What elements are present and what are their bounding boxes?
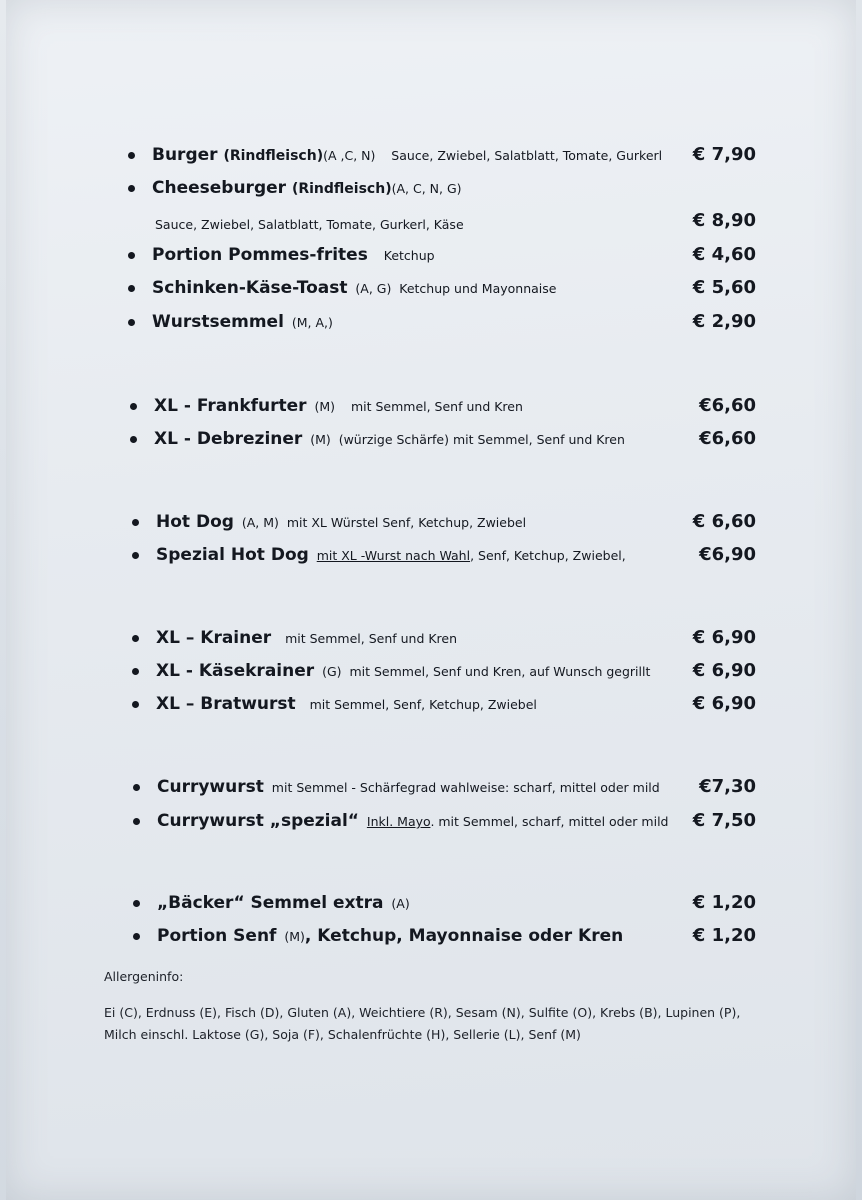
item-price: € 6,90 — [692, 627, 756, 648]
item-allergens: (A, M) — [241, 515, 279, 530]
item-name: Portion Senf — [157, 926, 277, 946]
menu-item-krainer — [132, 625, 756, 653]
item-qualifier: (Rindfleisch) — [291, 181, 392, 197]
menu-item-hotdog — [132, 509, 756, 537]
item-description: mit Semmel, Senf und Kren, auf Wunsch gegrillt — [349, 664, 651, 679]
item-price: €6,60 — [699, 395, 756, 416]
menu-item-pommes — [128, 242, 756, 270]
menu-item-semmel — [133, 890, 756, 918]
item-name: Cheeseburger — [152, 178, 287, 198]
item-price: €7,30 — [699, 776, 756, 797]
item-name: Wurstsemmel — [152, 312, 284, 332]
item-allergens: (A) — [391, 896, 410, 911]
item-description: mit XL Würstel Senf, Ketchup, Zwiebel — [286, 515, 527, 530]
item-price: € 6,60 — [692, 511, 756, 532]
item-description: mit Semmel, Senf und Kren — [285, 631, 458, 646]
bullet-icon — [133, 818, 140, 825]
item-price: €6,90 — [699, 544, 756, 565]
item-name: Hot Dog — [156, 512, 234, 532]
item-price: € 6,90 — [692, 660, 756, 681]
menu-item-cheeseburger-price-row — [128, 208, 756, 236]
bullet-icon — [132, 635, 139, 642]
item-description-underlined: mit XL -Wurst nach Wahl — [316, 548, 471, 563]
menu-item-cheeseburger — [128, 175, 752, 203]
allergen-info-line: Ei (C), Erdnuss (E), Fisch (D), Gluten (A), Weichtiere (R), Sesam (N), Sulfite (O), Krebs (B), Lupinen (P), — [104, 1005, 741, 1020]
menu-item-spezial-hotdog — [132, 542, 756, 570]
item-description: , Senf, Ketchup, Zwiebel, — [470, 548, 626, 563]
menu-item-burger — [128, 142, 756, 170]
bullet-icon — [132, 519, 139, 526]
item-description: Sauce, Zwiebel, Salatblatt, Tomate, Gurkerl — [391, 148, 663, 163]
item-allergens: (M) — [314, 399, 336, 414]
menu-item-senf — [133, 923, 756, 951]
item-price: €6,60 — [699, 428, 756, 449]
menu-item-currywurst-spezial — [133, 808, 756, 836]
item-description: . mit Semmel, scharf, mittel oder mild — [430, 814, 669, 829]
item-description: (würzige Schärfe) mit Semmel, Senf und Kren — [338, 432, 625, 447]
item-allergens: (A, C, N, G) — [391, 181, 462, 196]
item-price: € 7,90 — [692, 144, 756, 165]
item-name: XL - Debreziner — [154, 429, 303, 449]
item-allergens: (G) — [322, 664, 342, 679]
bullet-icon — [133, 933, 140, 940]
item-price: € 7,50 — [692, 810, 756, 831]
item-description: Sauce, Zwiebel, Salatblatt, Tomate, Gurkerl, Käse — [155, 217, 464, 232]
item-name: Spezial Hot Dog — [156, 545, 309, 565]
allergen-info-line: Milch einschl. Laktose (G), Soja (F), Schalenfrüchte (H), Sellerie (L), Senf (M) — [104, 1027, 581, 1042]
bullet-icon — [132, 668, 139, 675]
menu-item-currywurst — [133, 774, 756, 802]
bullet-icon — [128, 285, 135, 292]
menu-item-kaesekrainer — [132, 658, 756, 686]
item-price: € 1,20 — [692, 925, 756, 946]
item-name: Schinken-Käse-Toast — [152, 278, 348, 298]
item-price: € 2,90 — [692, 311, 756, 332]
item-description: mit Semmel, Senf, Ketchup, Zwiebel — [309, 697, 537, 712]
item-name: XL - Käsekrainer — [156, 661, 315, 681]
bullet-icon — [133, 900, 140, 907]
item-allergens: (A ,C, N) — [323, 148, 376, 163]
item-price: € 6,90 — [692, 693, 756, 714]
item-name: XL - Frankfurter — [154, 396, 307, 416]
menu-item-bratwurst — [132, 691, 756, 719]
bullet-icon — [128, 319, 135, 326]
bullet-icon — [130, 436, 137, 443]
item-allergens: (A, G) — [355, 281, 392, 296]
item-price: € 8,90 — [692, 210, 756, 231]
item-description: Ketchup — [383, 248, 435, 263]
item-qualifier: (Rindfleisch) — [223, 148, 324, 164]
item-name: Currywurst „spezial“ — [157, 811, 359, 831]
item-allergens: (M) — [284, 929, 305, 944]
bullet-icon — [130, 403, 137, 410]
item-name-continued: , Ketchup, Mayonnaise oder Kren — [304, 926, 624, 946]
menu-item-toast — [128, 275, 756, 303]
item-description: mit Semmel, Senf und Kren — [350, 399, 523, 414]
item-price: € 4,60 — [692, 244, 756, 265]
item-name: „Bäcker“ Semmel extra — [157, 893, 384, 913]
item-name: Currywurst — [157, 777, 264, 797]
item-description: mit Semmel - Schärfegrad wahlweise: scharf, mittel oder mild — [271, 780, 660, 795]
bullet-icon — [133, 784, 140, 791]
menu-item-frankfurter — [130, 393, 756, 421]
item-description-underlined: Inkl. Mayo — [366, 814, 431, 829]
item-name: Portion Pommes-frites — [152, 245, 368, 265]
menu-item-debreziner — [130, 426, 756, 454]
bullet-icon — [132, 552, 139, 559]
item-name: XL – Bratwurst — [156, 694, 296, 714]
allergen-info-title: Allergeninfo: — [104, 969, 184, 984]
bullet-icon — [128, 152, 135, 159]
bullet-icon — [128, 185, 135, 192]
item-name: Burger — [152, 145, 218, 165]
bullet-icon — [128, 252, 135, 259]
menu-item-wurstsemmel — [128, 309, 756, 337]
item-price: € 5,60 — [692, 277, 756, 298]
bullet-icon — [132, 701, 139, 708]
item-allergens: (M, A,) — [291, 315, 333, 330]
item-name: XL – Krainer — [156, 628, 272, 648]
item-allergens: (M) — [310, 432, 331, 447]
item-price: € 1,20 — [692, 892, 756, 913]
item-description: Ketchup und Mayonnaise — [399, 281, 557, 296]
